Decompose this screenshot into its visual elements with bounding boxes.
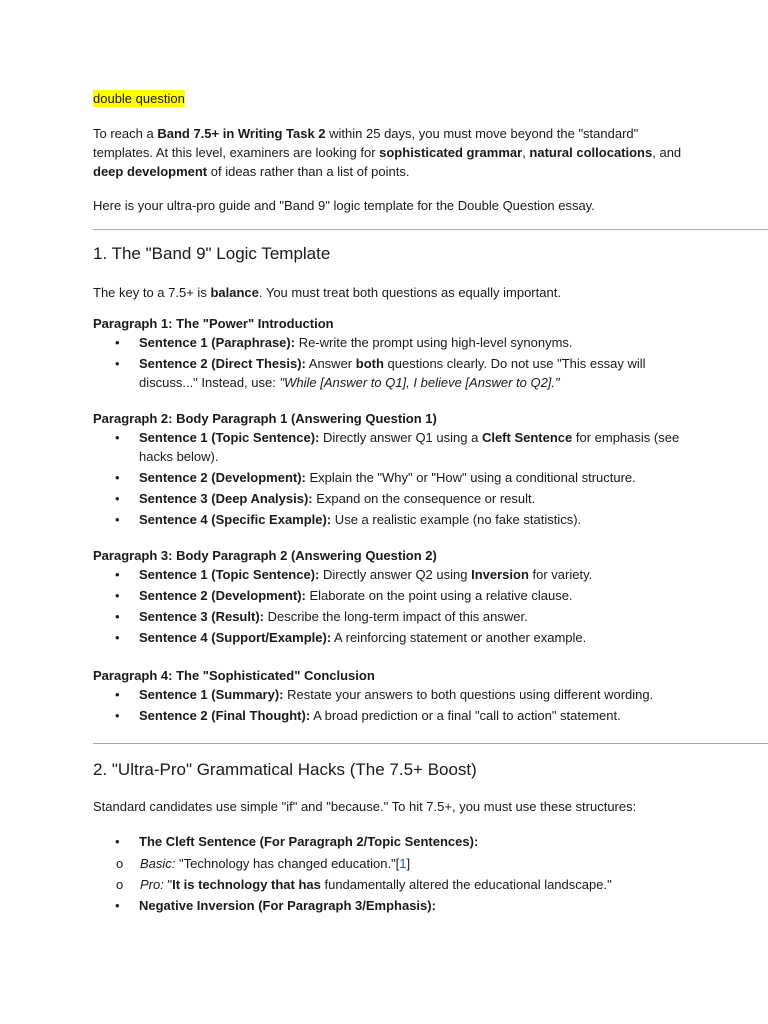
intro-paragraph: To reach a Band 7.5+ in Writing Task 2 within 25 days, you must move beyond the "standard" templates. At this level, examiners are looking for sophisticated grammar, natural collocations, and deep development of ideas rather than a list of points. [93, 126, 682, 179]
paragraph-block-2 [93, 410, 693, 531]
list-item: • Sentence 2 (Direct Thesis): Answer both questions clearly. Do not use "This essay will discuss..." Instead, use: "While [Answer to Q1], I believe [Answer to Q2]." [115, 356, 646, 390]
bullet-icon: • [115, 335, 120, 350]
paragraph-block-1 [93, 315, 693, 394]
list-item: • Sentence 2 (Final Thought): A broad prediction or a final "call to action" statement. [115, 708, 621, 723]
bullet-icon: • [115, 356, 120, 371]
hacks-bullet-list [93, 832, 693, 915]
bullet-icon: • [115, 567, 120, 582]
paragraph-block-4 [93, 667, 693, 727]
bullet-icon: • [115, 470, 120, 485]
bullet-icon: • [115, 898, 120, 913]
bullet-list [93, 565, 693, 647]
list-item: • Sentence 3 (Result): Describe the long-term impact of this answer. [115, 609, 528, 624]
bullet-icon: • [115, 512, 120, 527]
sub-list-item: o Pro: "It is technology that has fundamentally altered the educational landscape." [116, 877, 612, 892]
bullet-icon: • [115, 588, 120, 603]
intro-paragraph-2: Here is your ultra-pro guide and "Band 9" logic template for the Double Question essay. [93, 198, 595, 213]
paragraph-title: Paragraph 1: The "Power" Introduction [93, 316, 334, 331]
bullet-icon: • [115, 609, 120, 624]
bullet-icon: • [115, 430, 120, 445]
section-2-lead: Standard candidates use simple "if" and "because." To hit 7.5+, you must use these structures: [93, 799, 637, 814]
bullet-list [93, 333, 693, 392]
list-item: • Sentence 1 (Topic Sentence): Directly answer Q2 using Inversion for variety. [115, 567, 593, 582]
highlighted-label: double question [93, 91, 185, 106]
paragraph-title: Paragraph 3: Body Paragraph 2 (Answering Question 2) [93, 548, 437, 563]
horizontal-rule-2 [93, 743, 768, 744]
bullet-icon: • [115, 708, 120, 723]
bullet-icon: • [115, 630, 120, 645]
list-item: • Sentence 2 (Development): Elaborate on the point using a relative clause. [115, 588, 573, 603]
paragraph-title: Paragraph 4: The "Sophisticated" Conclusion [93, 668, 375, 683]
list-item: • Sentence 1 (Summary): Restate your answers to both questions using different wording. [115, 687, 654, 702]
sub-bullet-list [47, 854, 693, 894]
hack-item [93, 832, 693, 851]
section-1-heading: 1. The "Band 9" Logic Template [93, 244, 331, 263]
bullet-list [93, 428, 693, 529]
list-item: • Sentence 1 (Paraphrase): Re-write the prompt using high-level synonyms. [115, 335, 573, 350]
horizontal-rule [93, 229, 768, 230]
bullet-icon: • [115, 687, 120, 702]
section-1-lead: The key to a 7.5+ is balance. You must treat both questions as equally important. [93, 285, 561, 300]
sub-bullet-icon: o [116, 856, 124, 871]
bullet-icon: • [115, 491, 120, 506]
hack-title: Negative Inversion (For Paragraph 3/Emphasis): [139, 898, 436, 913]
paragraph-block-3 [93, 547, 693, 649]
hack-title: The Cleft Sentence (For Paragraph 2/Topic Sentences): [139, 834, 479, 849]
sub-bullet-icon: o [116, 877, 124, 892]
section-2-heading: 2. "Ultra-Pro" Grammatical Hacks (The 7.5+ Boost) [93, 760, 477, 779]
footnote-link[interactable]: 1 [399, 856, 407, 871]
list-item: • Sentence 3 (Deep Analysis): Expand on the consequence or result. [115, 491, 536, 506]
list-item: • Sentence 1 (Topic Sentence): Directly answer Q1 using a Cleft Sentence for emphasis (see hacks below). [115, 430, 680, 464]
sub-list-item: o Basic: "Technology has changed education."[1] [116, 856, 411, 871]
list-item: • Sentence 4 (Support/Example): A reinforcing statement or another example. [115, 630, 587, 645]
sub-list-wrapper [47, 854, 693, 894]
bullet-icon: • [115, 834, 120, 849]
bullet-list [93, 685, 693, 725]
paragraph-title: Paragraph 2: Body Paragraph 1 (Answering Question 1) [93, 411, 437, 426]
hack-item [93, 896, 693, 915]
list-item: • Sentence 4 (Specific Example): Use a realistic example (no fake statistics). [115, 512, 582, 527]
hacks-list [93, 832, 693, 918]
list-item: • Sentence 2 (Development): Explain the "Why" or "How" using a conditional structure. [115, 470, 636, 485]
